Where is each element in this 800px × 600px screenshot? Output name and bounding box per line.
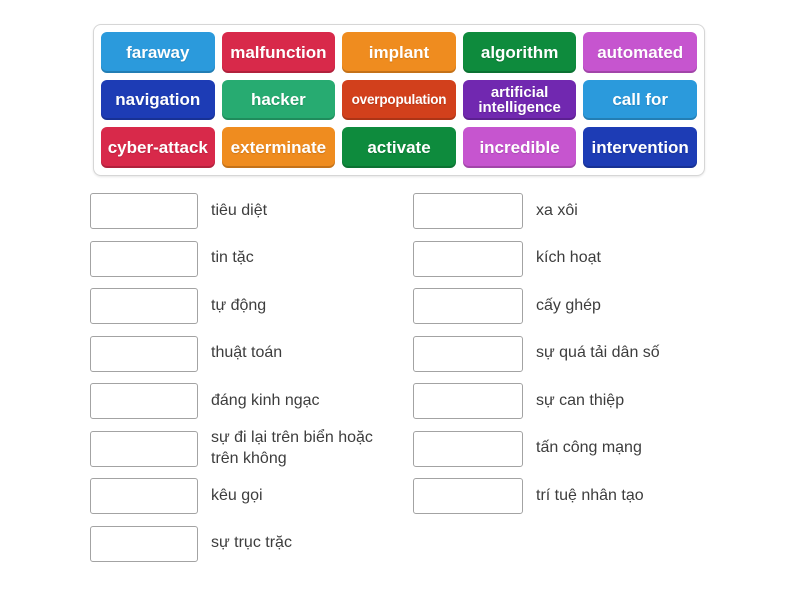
tile-call-for[interactable]: call for xyxy=(583,80,697,121)
tile-hacker[interactable]: hacker xyxy=(222,80,336,121)
match-row xyxy=(413,336,736,372)
definition-label: sự can thiệp xyxy=(536,391,625,409)
tile-navigation[interactable]: navigation xyxy=(101,80,215,121)
answer-slot[interactable] xyxy=(90,336,198,372)
answer-slot[interactable] xyxy=(90,478,198,514)
match-row xyxy=(90,383,373,419)
tile-automated[interactable]: automated xyxy=(583,32,697,73)
definition-label: tấn công mạng xyxy=(536,439,642,457)
tile-faraway[interactable]: faraway xyxy=(101,32,215,73)
match-row xyxy=(90,336,373,372)
match-row xyxy=(90,431,373,467)
answer-slot[interactable] xyxy=(90,288,198,324)
definition-label: trí tuệ nhân tạo xyxy=(536,486,644,504)
answer-slot[interactable] xyxy=(90,193,198,229)
definition-label: kích hoạt xyxy=(536,249,601,267)
answer-slot[interactable] xyxy=(413,336,523,372)
answer-slot[interactable] xyxy=(413,478,523,514)
definition-label: cấy ghép xyxy=(536,296,601,314)
definition-label: tự động xyxy=(211,296,267,314)
match-row xyxy=(90,478,373,514)
tile-overpopulation[interactable]: overpopulation xyxy=(342,80,456,121)
answer-slot[interactable] xyxy=(90,383,198,419)
definition-label: thuật toán xyxy=(211,344,283,362)
tile-cyber-attack[interactable]: cyber-attack xyxy=(101,127,215,168)
definition-label: xa xôi xyxy=(536,201,578,219)
answer-slot[interactable] xyxy=(413,288,523,324)
match-row xyxy=(90,193,373,229)
definition-label: kêu gọi xyxy=(211,486,263,504)
answer-slot[interactable] xyxy=(413,193,523,229)
answer-slot[interactable] xyxy=(90,241,198,277)
match-row xyxy=(413,193,736,229)
tile-artificial-intelligence[interactable]: artificial intelligence xyxy=(463,80,577,121)
word-bank-panel xyxy=(93,24,705,176)
definition-label: tin tặc xyxy=(211,249,254,267)
answer-slot[interactable] xyxy=(90,431,198,467)
tile-activate[interactable]: activate xyxy=(342,127,456,168)
definition-label: sự trục trặc xyxy=(211,534,292,552)
match-row xyxy=(413,431,736,467)
match-row xyxy=(90,526,373,562)
match-row xyxy=(90,241,373,277)
tile-incredible[interactable]: incredible xyxy=(463,127,577,168)
match-row xyxy=(413,383,736,419)
answer-slot[interactable] xyxy=(413,431,523,467)
match-row xyxy=(413,478,736,514)
answer-slot[interactable] xyxy=(413,383,523,419)
match-row xyxy=(90,288,373,324)
answer-slot[interactable] xyxy=(90,526,198,562)
answer-slot[interactable] xyxy=(413,241,523,277)
definitions-column-left xyxy=(90,193,373,573)
match-row xyxy=(413,241,736,277)
tile-malfunction[interactable]: malfunction xyxy=(222,32,336,73)
definition-label: đáng kinh ngạc xyxy=(211,391,320,409)
tile-algorithm[interactable]: algorithm xyxy=(463,32,577,73)
tile-implant[interactable]: implant xyxy=(342,32,456,73)
definition-label: tiêu diệt xyxy=(211,201,268,219)
tile-exterminate[interactable]: exterminate xyxy=(222,127,336,168)
definitions-column-right xyxy=(413,193,736,526)
match-row xyxy=(413,288,736,324)
tile-intervention[interactable]: intervention xyxy=(583,127,697,168)
definition-label: sự quá tải dân số xyxy=(536,344,660,362)
definition-label: sự đi lại trên biển hoặc trên không xyxy=(211,429,373,467)
